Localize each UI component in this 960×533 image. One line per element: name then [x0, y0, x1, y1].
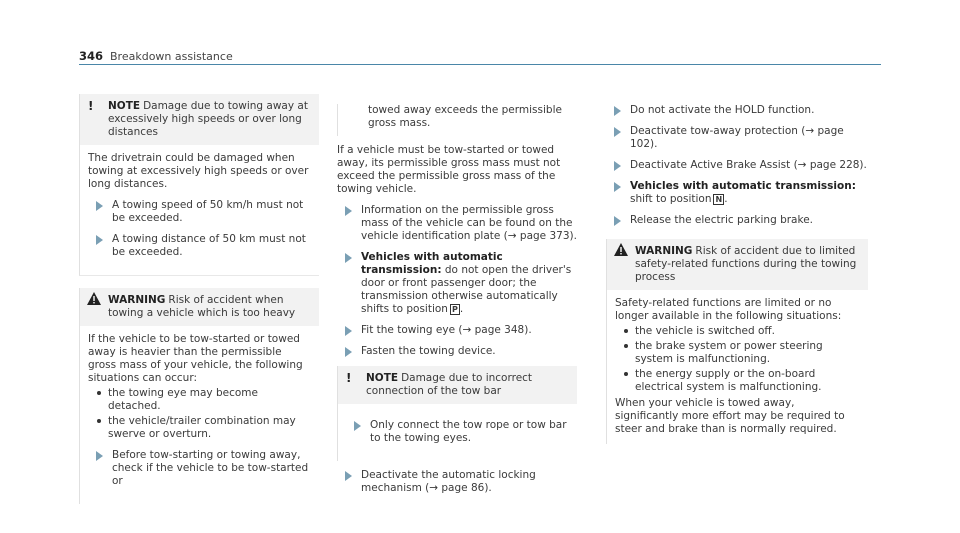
step — [88, 449, 311, 488]
warning-triangle-icon — [614, 243, 628, 260]
section-title: Breakdown assistance — [110, 50, 233, 63]
step — [88, 233, 311, 259]
arrow-icon — [96, 451, 103, 461]
step-bold: Vehicles with automatic transmission: — [630, 180, 856, 192]
note-paragraph: The drivetrain could be damaged when towing at excessively high speeds or over long distances. — [88, 152, 309, 190]
arrow-icon — [614, 161, 621, 171]
step-text: Before tow-starting or towing away, check if the vehicle to be tow-started or — [112, 449, 309, 487]
warning-body — [607, 290, 868, 444]
step-text: Information on the permissible gross mass of the vehicle can be found on the vehicle identification plate (→ page 373). — [361, 204, 577, 242]
warning-box — [606, 239, 868, 444]
gear-p-icon: P — [451, 305, 458, 314]
step — [88, 199, 311, 225]
note-header — [338, 366, 577, 404]
step-text: Fit the towing eye (→ page 348). — [361, 324, 532, 336]
step-bold: Vehicles with automatic transmission: — [361, 251, 503, 276]
warning-box — [79, 288, 319, 504]
arrow-icon — [614, 216, 621, 226]
warning-label: WARNING — [635, 245, 693, 257]
note-box — [337, 366, 577, 461]
gear-n-icon: N — [715, 195, 723, 204]
note-header — [80, 94, 319, 145]
step — [606, 159, 868, 172]
step-text: Deactivate Active Brake Assist (→ page 228). — [630, 159, 867, 171]
step: Vehicles with automatic transmission: shift to position N . — [606, 180, 868, 206]
warning-paragraph: Safety-related functions are limited or no longer available in the following situations: — [615, 297, 842, 322]
arrow-icon — [345, 253, 352, 263]
step-text: do not open the driver's door or front passenger door; the transmission otherwise automatically shifts to position — [361, 264, 572, 315]
note-body — [80, 145, 319, 275]
warning-paragraph: If the vehicle to be tow-started or towed away is heavier than the permissible gross mass of your vehicle, the following situations can occur: — [88, 333, 303, 384]
arrow-icon — [345, 471, 352, 481]
page-number: 346 — [79, 49, 104, 63]
warning-body — [80, 326, 319, 504]
header-divider — [79, 64, 881, 65]
note-label: NOTE — [108, 100, 141, 112]
list-item: the vehicle is switched off. — [615, 325, 860, 338]
step: Vehicles with automatic transmission: do not open the driver's door or front passenger door; the transmission otherwise automatically shifts to position P . — [337, 251, 577, 316]
step-text: shift to position — [630, 193, 712, 205]
paragraph: If a vehicle must be tow-started or towed away, its permissible gross mass must not exceed the permissible gross mass of the towing vehicle. — [337, 144, 561, 195]
step — [346, 419, 569, 445]
continuation-text: towed away exceeds the permissible gross mass. — [368, 104, 562, 129]
exclamation-icon: ! — [346, 371, 352, 385]
arrow-icon — [614, 127, 621, 137]
column-1 — [79, 94, 319, 504]
step — [606, 214, 868, 227]
arrow-icon — [345, 326, 352, 336]
step-text: A towing distance of 50 km must not be exceeded. — [112, 233, 306, 258]
arrow-icon — [614, 106, 621, 116]
arrow-icon — [354, 421, 361, 431]
step-text: Do not activate the HOLD function. — [630, 104, 815, 116]
step — [337, 345, 577, 358]
warning-heading: Risk of accident due to limited safety-related functions during the towing process — [635, 245, 857, 283]
step — [337, 469, 577, 495]
step-text: Deactivate tow-away protection (→ page 102). — [630, 125, 844, 150]
step — [337, 324, 577, 337]
step-text: Only connect the tow rope or tow bar to the towing eyes. — [370, 419, 567, 444]
note-heading: Damage due to incorrect connection of the tow bar — [366, 372, 533, 397]
list-item: the towing eye may become detached. — [88, 387, 311, 413]
warning-header — [607, 239, 868, 290]
note-box — [79, 94, 319, 276]
column-2 — [337, 104, 577, 503]
warning-continuation — [337, 104, 577, 136]
arrow-icon — [345, 347, 352, 357]
arrow-icon — [96, 235, 103, 245]
warning-tail: When your vehicle is towed away, significantly more effort may be required to steer and brake than is normally required. — [615, 397, 845, 435]
warning-triangle-icon — [87, 292, 101, 309]
warning-label: WARNING — [108, 294, 166, 306]
step-text: A towing speed of 50 km/h must not be exceeded. — [112, 199, 304, 224]
note-body — [338, 404, 577, 461]
step — [606, 125, 868, 151]
step-text: Fasten the towing device. — [361, 345, 496, 357]
list-item: the energy supply or the on-board electrical system is malfunctioning. — [615, 368, 860, 394]
note-label: NOTE — [366, 372, 399, 384]
warning-header — [80, 288, 319, 326]
step-text: Release the electric parking brake. — [630, 214, 813, 226]
step-text: Deactivate the automatic locking mechanism (→ page 86). — [361, 469, 536, 494]
warning-heading: Risk of accident when towing a vehicle which is too heavy — [108, 294, 296, 319]
arrow-icon — [345, 206, 352, 216]
arrow-icon — [614, 182, 621, 192]
note-heading: Damage due to towing away at excessively high speeds or over long distances — [108, 100, 308, 138]
exclamation-icon: ! — [88, 99, 94, 113]
arrow-icon — [96, 201, 103, 211]
column-3 — [606, 96, 868, 444]
step — [606, 104, 868, 117]
list-item: the vehicle/trailer combination may swerve or overturn. — [88, 415, 311, 441]
list-item: the brake system or power steering system is malfunctioning. — [615, 340, 860, 366]
step — [337, 204, 577, 243]
